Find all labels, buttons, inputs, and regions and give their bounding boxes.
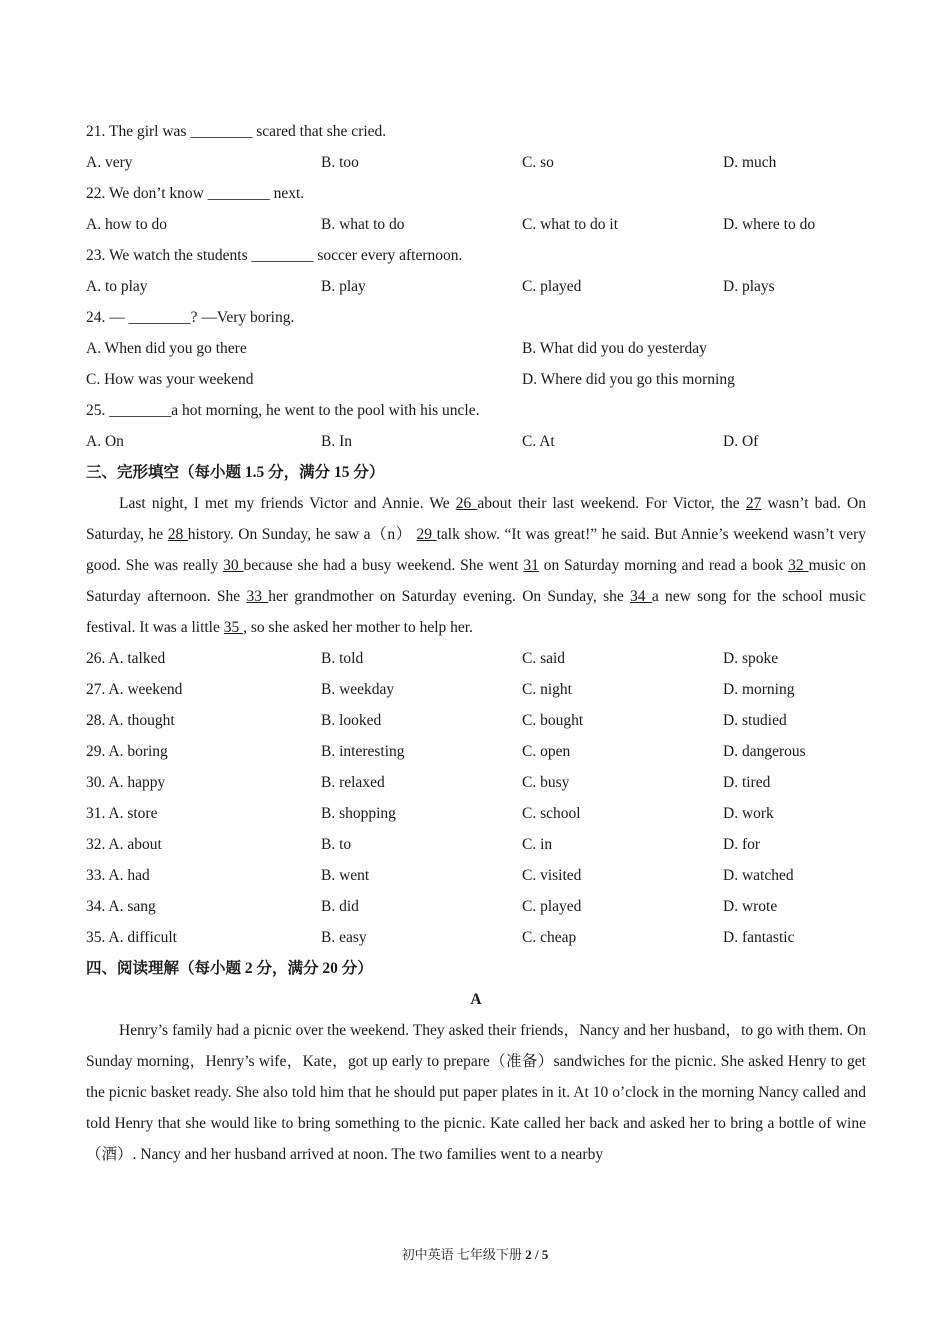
passage-text: Henry’s family had a picnic over the weekend. They asked their friends，Nancy and her husband，to go with them. On Sunday morning，Henry’s wife，Kate，got up early to prepare（准备）sandwiches for the picnic. She asked Henry to get the picnic basket ready. She also told him that he should put paper plates in it. At 10 o’clock in the morning Nancy called and told Henry that she would like to bring something to the picnic. Kate called her back and asked her to bring a bottle of wine（酒）. Nancy and her husband arrived at noon. The two families went to a nearby (86, 1022, 866, 1163)
option-d: D. dangerous (723, 743, 806, 760)
option-b: B. what to do (321, 216, 405, 233)
option-a: 34. A. sang (86, 898, 156, 915)
option-b: B. shopping (321, 805, 396, 822)
option-d: D. studied (723, 712, 787, 729)
option-b: B. weekday (321, 681, 395, 698)
option-a: 30. A. happy (86, 774, 166, 791)
options-row (86, 860, 866, 891)
option-b: B. interesting (321, 743, 405, 760)
passage-subtitle: A (470, 991, 482, 1008)
options-row (86, 891, 866, 922)
option-c: C. played (522, 898, 582, 915)
option-a: 26. A. talked (86, 650, 166, 667)
passage-text: wasn’t bad. On Saturday, he (86, 495, 866, 543)
option-c: C. visited (522, 867, 582, 884)
reading-passage (86, 1015, 866, 1170)
options-row (86, 643, 866, 674)
option-a: 27. A. weekend (86, 681, 183, 698)
option-d: D. work (723, 805, 774, 822)
options-row (86, 209, 866, 240)
question-stem: 24. — ________? —Very boring. (86, 309, 295, 326)
option-c: C. in (522, 836, 553, 853)
options-row (86, 829, 866, 860)
cloze-passage (86, 488, 866, 643)
option-a: 32. A. about (86, 836, 162, 853)
blank-27: 27 (745, 495, 762, 512)
option-d: D. spoke (723, 650, 779, 667)
blank-30: 30 (223, 557, 244, 574)
option-b: B. relaxed (321, 774, 385, 791)
blank-26: 26 (455, 495, 478, 512)
option-d: D. Where did you go this morning (522, 371, 735, 388)
passage-text: music on Saturday afternoon. She (86, 557, 867, 605)
options-row (86, 271, 866, 302)
option-d: D. Of (723, 433, 759, 450)
option-b: B. told (321, 650, 364, 667)
blank-33: 33 (246, 588, 269, 605)
option-d: D. watched (723, 867, 794, 884)
option-d: D. for (723, 836, 761, 853)
options-row (86, 333, 866, 364)
option-b: B. went (321, 867, 370, 884)
option-a: 33. A. had (86, 867, 150, 884)
option-a: 31. A. store (86, 805, 158, 822)
option-b: B. easy (321, 929, 367, 946)
option-b: B. In (321, 433, 352, 450)
blank-34: 34 (630, 588, 652, 605)
option-c: C. so (522, 154, 554, 171)
passage-text: , so she asked her mother to help her. (243, 619, 473, 636)
blank-35: 35 (223, 619, 244, 636)
option-b: B. play (321, 278, 366, 295)
blank-31: 31 (523, 557, 539, 574)
option-c: C. school (522, 805, 581, 822)
options-row (86, 147, 866, 178)
blank-29: 29 (416, 526, 437, 543)
passage-text: a new song for the school music festival. It was a little (86, 588, 867, 636)
option-c: C. At (522, 433, 555, 450)
option-b: B. too (321, 154, 359, 171)
options-row (86, 922, 866, 953)
option-b: B. to (321, 836, 352, 853)
option-a: A. how to do (86, 216, 167, 233)
section-heading: 四、阅读理解（每小题 2 分，满分 20 分） (86, 960, 373, 977)
option-d: D. tired (723, 774, 771, 791)
passage-text: about their last weekend. For Victor, the (477, 495, 746, 512)
option-d: D. plays (723, 278, 775, 295)
option-a: A. to play (86, 278, 148, 295)
options-row (86, 364, 866, 395)
question-stem: 22. We don’t know ________ next. (86, 185, 305, 202)
option-c: C. what to do it (522, 216, 619, 233)
passage-text: because she had a busy weekend. She went (243, 557, 524, 574)
exam-page (86, 116, 866, 1170)
options-row (86, 674, 866, 705)
options-row (86, 798, 866, 829)
option-b: B. did (321, 898, 359, 915)
options-row (86, 705, 866, 736)
option-a: 28. A. thought (86, 712, 175, 729)
options-row (86, 426, 866, 457)
blank-32: 32 (788, 557, 809, 574)
option-c: C. said (522, 650, 566, 667)
options-row (86, 736, 866, 767)
question-stem: 25. ________a hot morning, he went to the pool with his uncle. (86, 402, 480, 419)
option-c: C. played (522, 278, 582, 295)
option-c: C. night (522, 681, 572, 698)
option-a: A. very (86, 154, 133, 171)
option-d: D. much (723, 154, 777, 171)
option-c: C. cheap (522, 929, 577, 946)
option-b: B. What did you do yesterday (522, 340, 707, 357)
option-c: C. How was your weekend (86, 371, 254, 388)
option-a: 35. A. difficult (86, 929, 177, 946)
passage-text: talk show. “It was great!” he said. But Annie’s weekend wasn’t very good. She was really (86, 526, 866, 574)
options-row (86, 767, 866, 798)
option-a: 29. A. boring (86, 743, 168, 760)
section-heading: 三、完形填空（每小题 1.5 分，满分 15 分） (86, 464, 385, 481)
blank-28: 28 (167, 526, 188, 543)
option-c: C. open (522, 743, 571, 760)
passage-text: Last night, I met my friends Victor and Annie. We (119, 495, 456, 512)
option-d: D. fantastic (723, 929, 795, 946)
option-a: A. When did you go there (86, 340, 247, 357)
option-c: C. bought (522, 712, 584, 729)
option-c: C. busy (522, 774, 570, 791)
passage-text: on Saturday morning and read a book (538, 557, 789, 574)
option-a: A. On (86, 433, 124, 450)
passage-text: her grandmother on Saturday evening. On Sunday, she (268, 588, 631, 605)
page-footer (0, 1244, 950, 1263)
option-b: B. looked (321, 712, 382, 729)
question-stem: 23. We watch the students ________ soccer every afternoon. (86, 247, 463, 264)
question-stem: 21. The girl was ________ scared that she cried. (86, 123, 387, 140)
option-d: D. morning (723, 681, 795, 698)
passage-text: history. On Sunday, he saw a（n） (187, 526, 417, 543)
option-d: D. wrote (723, 898, 778, 915)
page-number: 2 / 5 (525, 1247, 549, 1262)
option-d: D. where to do (723, 216, 816, 233)
footer-label: 初中英语 七年级下册 (401, 1247, 526, 1262)
